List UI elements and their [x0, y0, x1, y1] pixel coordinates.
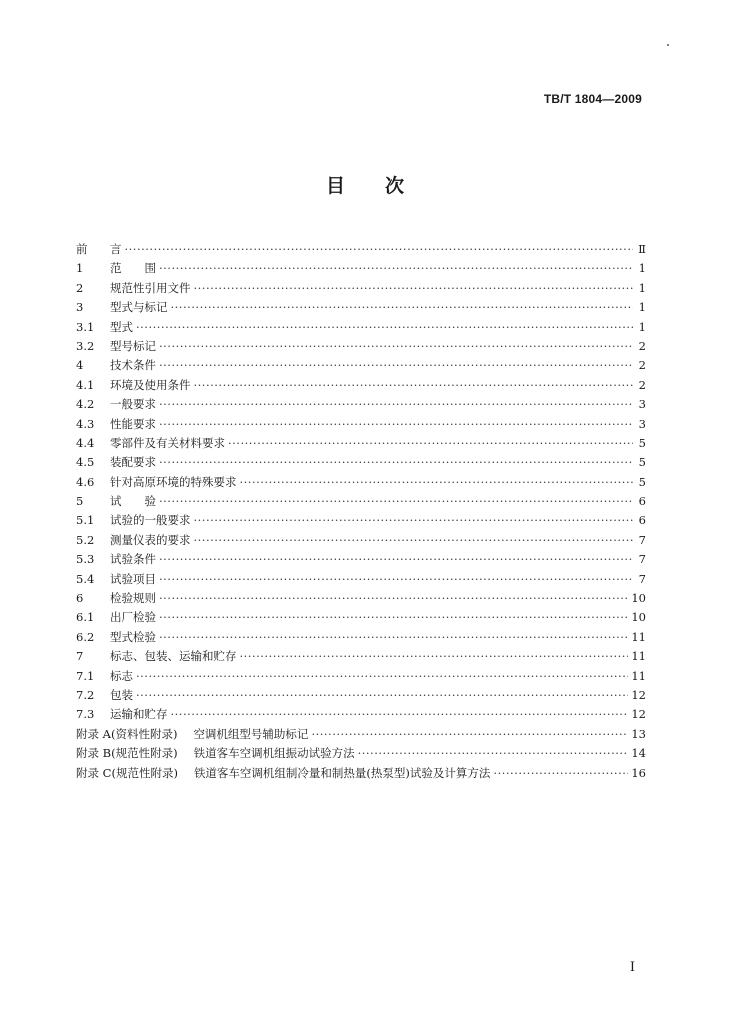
- toc-entry-page: 11: [631, 668, 646, 683]
- toc-entry[interactable]: [76, 589, 646, 608]
- toc-entry-page: 7: [638, 532, 646, 547]
- table-of-contents: [76, 240, 646, 783]
- toc-entry[interactable]: [76, 356, 646, 375]
- toc-entry-number: 前: [76, 242, 88, 256]
- toc-entry[interactable]: [76, 686, 646, 705]
- dot-leader: [159, 608, 628, 627]
- toc-entry[interactable]: [76, 318, 646, 337]
- toc-entry[interactable]: [76, 434, 646, 453]
- toc-entry[interactable]: [76, 453, 646, 472]
- toc-entry-title: 试验的一般要求: [110, 513, 191, 528]
- toc-entry-title: 型式与标记: [110, 300, 168, 315]
- toc-entry-number: 附录 A(资料性附录): [76, 726, 178, 741]
- toc-entry-number: 4.3: [76, 416, 95, 431]
- toc-entry-title: 出厂检验: [110, 610, 156, 625]
- toc-entry-number: 3: [76, 300, 84, 315]
- toc-entry-number: 5: [76, 494, 84, 509]
- dot-leader: [159, 628, 628, 647]
- toc-entry-title: 试验项目: [110, 571, 156, 586]
- dot-leader: [311, 725, 628, 744]
- dot-leader: [493, 764, 628, 783]
- toc-entry-title: 型式: [110, 319, 133, 334]
- toc-entry-page: 13: [631, 726, 646, 741]
- title-char-1: 目: [325, 175, 345, 197]
- toc-entry-number: 7.1: [76, 668, 95, 683]
- dot-leader: [125, 240, 634, 259]
- toc-entry-title: 型式检验: [110, 629, 156, 644]
- dot-leader: [136, 686, 628, 705]
- dot-leader: [194, 279, 634, 298]
- toc-entry-title: 标志: [110, 668, 133, 683]
- toc-entry-number: 6.2: [76, 629, 95, 644]
- toc-entry-title: 标志、包装、运输和贮存: [110, 649, 237, 664]
- page-title: [0, 171, 730, 198]
- toc-entry-page: 5: [638, 474, 646, 489]
- toc-entry-title: 空调机组型号辅助标记: [193, 726, 309, 741]
- toc-entry-number: 7.3: [76, 707, 95, 722]
- dot-leader: [228, 434, 633, 453]
- title-char-2: 次: [385, 175, 405, 197]
- toc-entry[interactable]: [76, 764, 646, 783]
- dot-leader: [358, 744, 629, 763]
- toc-entry-page: 6: [638, 494, 646, 509]
- toc-entry-page: 2: [638, 358, 646, 373]
- toc-entry-title: 试 验: [110, 494, 156, 509]
- toc-entry-title: 运输和贮存: [110, 707, 168, 722]
- dot-leader: [194, 376, 634, 395]
- toc-entry[interactable]: [76, 376, 646, 395]
- toc-entry-number: 4: [76, 358, 84, 373]
- toc-entry-page: 1: [638, 300, 646, 315]
- dot-leader: [194, 531, 634, 550]
- toc-entry[interactable]: [76, 395, 646, 414]
- toc-entry-page: 7: [638, 552, 646, 567]
- toc-entry-number: 4.1: [76, 377, 95, 392]
- scan-speck: [667, 44, 669, 46]
- toc-entry[interactable]: [76, 279, 646, 298]
- toc-entry[interactable]: [76, 511, 646, 530]
- toc-entry-page: 10: [631, 591, 646, 606]
- toc-entry-number: 4.5: [76, 455, 95, 470]
- toc-entry-title: 型号标记: [110, 338, 156, 353]
- toc-entry[interactable]: [76, 647, 646, 666]
- toc-entry-page: 10: [631, 610, 646, 625]
- dot-leader: [159, 492, 633, 511]
- toc-entry-number: 3.2: [76, 338, 95, 353]
- toc-entry-number: 5.4: [76, 571, 95, 586]
- toc-entry-number: 附录 C(规范性附录): [76, 765, 178, 780]
- toc-entry-number: 5.2: [76, 532, 95, 547]
- toc-entry-number: 2: [76, 280, 84, 295]
- page-folio: Ⅰ: [629, 960, 635, 975]
- toc-entry-number: 7: [76, 649, 84, 664]
- toc-entry-title: 一般要求: [110, 397, 156, 412]
- toc-entry-number: 附录 B(规范性附录): [76, 746, 178, 761]
- dot-leader: [240, 473, 634, 492]
- toc-entry-number: 5.1: [76, 513, 95, 528]
- dot-leader: [136, 318, 633, 337]
- dot-leader: [159, 259, 633, 278]
- toc-entry[interactable]: [76, 667, 646, 686]
- toc-entry-title: 规范性引用文件: [110, 280, 191, 295]
- toc-entry[interactable]: [76, 725, 646, 744]
- toc-entry-page: 5: [638, 455, 646, 470]
- toc-entry[interactable]: [76, 550, 646, 569]
- dot-leader: [159, 570, 633, 589]
- toc-entry-number: 1: [76, 261, 84, 276]
- toc-entry-number: 5.3: [76, 552, 95, 567]
- toc-entry-title: 言: [110, 242, 122, 256]
- toc-entry-number: 3.1: [76, 319, 95, 334]
- toc-entry-title: 技术条件: [110, 358, 156, 373]
- toc-entry-title: 铁道客车空调机组制冷量和制热量(热泵型)试验及计算方法: [193, 765, 491, 780]
- toc-entry[interactable]: [76, 240, 646, 259]
- toc-entry[interactable]: [76, 570, 646, 589]
- toc-entry-page: 5: [638, 435, 646, 450]
- toc-entry[interactable]: [76, 298, 646, 317]
- toc-entry[interactable]: [76, 531, 646, 550]
- dot-leader: [171, 705, 629, 724]
- toc-entry-page: 12: [631, 687, 646, 702]
- toc-entry-title: 铁道客车空调机组振动试验方法: [193, 746, 355, 761]
- toc-entry-page: 11: [631, 629, 646, 644]
- toc-entry[interactable]: [76, 415, 646, 434]
- toc-entry-page: 7: [638, 571, 646, 586]
- toc-entry-page: 1: [638, 261, 646, 276]
- toc-entry-title: 范 围: [110, 261, 156, 276]
- toc-entry-page: 2: [638, 377, 646, 392]
- toc-entry-page: 14: [631, 746, 646, 761]
- toc-entry-title: 包装: [110, 687, 133, 702]
- dot-leader: [159, 356, 633, 375]
- dot-leader: [159, 453, 633, 472]
- toc-entry-page: 2: [638, 338, 646, 353]
- toc-entry-title: 试验条件: [110, 552, 156, 567]
- toc-entry-page: 12: [631, 707, 646, 722]
- toc-entry-number: 7.2: [76, 687, 95, 702]
- toc-entry-page: Ⅱ: [638, 242, 646, 256]
- toc-entry-title: 环境及使用条件: [110, 377, 191, 392]
- toc-entry[interactable]: [76, 744, 646, 763]
- toc-entry-title: 测量仪表的要求: [110, 532, 191, 547]
- toc-entry-title: 装配要求: [110, 455, 156, 470]
- dot-leader: [171, 298, 634, 317]
- toc-entry[interactable]: [76, 628, 646, 647]
- toc-entry-number: 4.4: [76, 435, 95, 450]
- toc-entry-title: 检验规则: [110, 591, 156, 606]
- toc-entry[interactable]: [76, 492, 646, 511]
- toc-entry-page: 3: [638, 416, 646, 431]
- toc-entry[interactable]: [76, 473, 646, 492]
- toc-entry-number: 4.2: [76, 397, 95, 412]
- toc-entry-number: 6: [76, 591, 84, 606]
- toc-entry-page: 6: [638, 513, 646, 528]
- toc-entry-title: 性能要求: [110, 416, 156, 431]
- dot-leader: [194, 511, 634, 530]
- toc-entry-title: 针对高原环境的特殊要求: [110, 474, 237, 489]
- toc-entry[interactable]: [76, 705, 646, 724]
- dot-leader: [159, 337, 633, 356]
- toc-entry-number: 6.1: [76, 610, 95, 625]
- toc-entry-title: 零部件及有关材料要求: [110, 435, 225, 450]
- dot-leader: [159, 415, 633, 434]
- dot-leader: [159, 589, 628, 608]
- standard-code: TB/T 1804—2009: [543, 92, 642, 106]
- toc-entry-page: 3: [638, 397, 646, 412]
- toc-entry[interactable]: [76, 259, 646, 278]
- toc-entry[interactable]: [76, 337, 646, 356]
- toc-entry-page: 16: [631, 765, 646, 780]
- dot-leader: [159, 550, 633, 569]
- dot-leader: [240, 647, 629, 666]
- toc-entry-page: 11: [631, 649, 646, 664]
- dot-leader: [136, 667, 628, 686]
- toc-entry-page: 1: [638, 319, 646, 334]
- dot-leader: [159, 395, 633, 414]
- toc-entry-number: 4.6: [76, 474, 95, 489]
- toc-entry[interactable]: [76, 608, 646, 627]
- toc-entry-page: 1: [638, 280, 646, 295]
